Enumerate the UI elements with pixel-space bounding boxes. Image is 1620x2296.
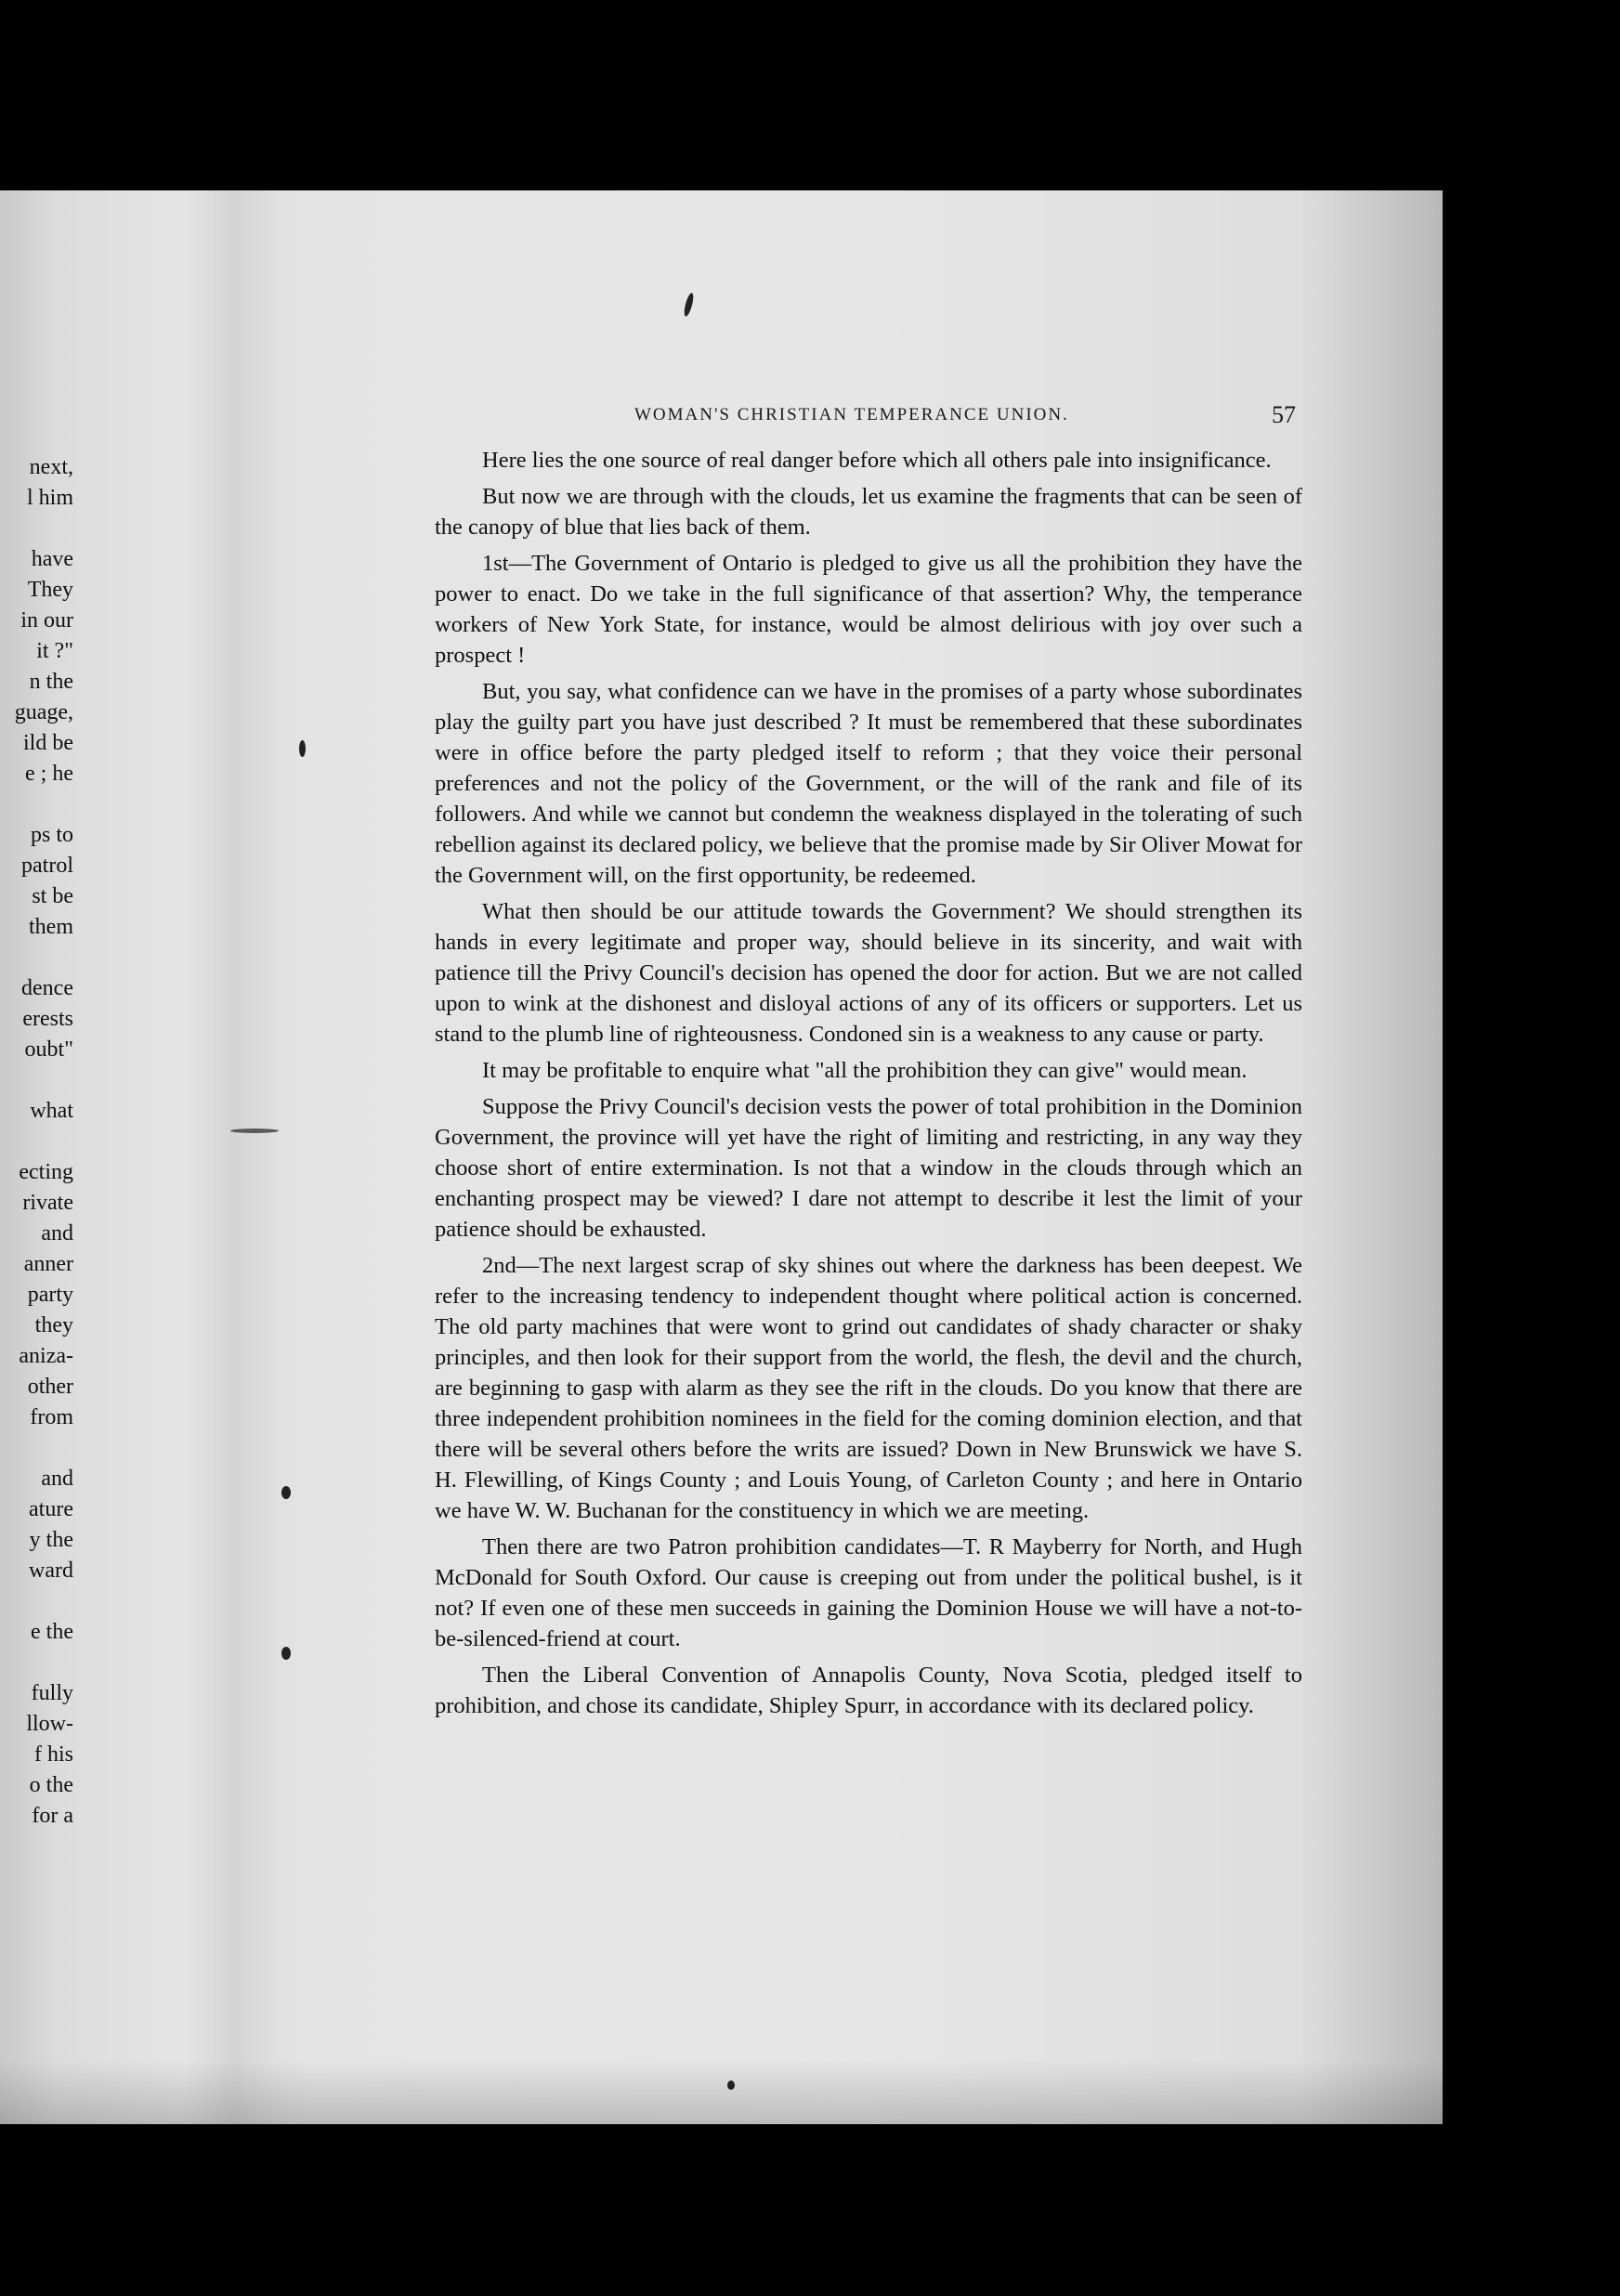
facing-page-line: aniza-	[19, 1344, 73, 1368]
paragraph: 2nd—The next largest scrap of sky shines out where the darkness has been deepest. We refer to the increasing tendency to independent thought where political action is concerned. The old party machines that were wont to grind out candidates of shady character or shaky principles, and then look for their support from the world, the flesh, the devil and the church, are beginning to gasp with alarm as they see the rift in the clouds. Do you know that there are three independent prohibition nominees in the field for the coming dominion election, and that there will be several others before the writs are issued? Down in New Brunswick we have S. H. Flewilling, of Kings County ; and Louis Young, of Carleton County ; and here in Ontario we have W. W. Buchanan for the constituency in which we are meeting.	[435, 1253, 1302, 1523]
facing-page-line: ps to	[30, 823, 73, 847]
facing-page-line: ecting	[19, 1160, 73, 1184]
facing-page-line	[0, 1065, 73, 1096]
ink-mark	[230, 1128, 279, 1133]
facing-page-line	[0, 789, 73, 820]
facing-page-line: and	[41, 1467, 73, 1491]
facing-page-line: have	[31, 547, 73, 571]
page-number: 57	[1272, 401, 1296, 428]
body-text	[435, 445, 1302, 1727]
paragraph: Then the Liberal Convention of Annapolis County, Nova Scotia, pledged itself to prohibition, and chose its candidate, Shipley Spurr, in accordance with its declared policy.	[435, 1663, 1302, 1718]
facing-page-line: from	[30, 1405, 73, 1429]
ink-mark	[299, 740, 306, 757]
facing-page-line: llow-	[26, 1712, 73, 1736]
paragraph: Suppose the Privy Council's decision vests the power of total prohibition in the Dominion Government, the province will yet have the right of limiting and restricting, in any way they choose short of entire extermination. Is not that a window in the clouds through which an enchanting prospect may be viewed? I dare not attempt to describe it lest the limit of your patience should be exhausted.	[435, 1094, 1302, 1242]
paragraph: But now we are through with the clouds, let us examine the fragments that can be seen of the canopy of blue that lies back of them.	[435, 484, 1302, 540]
facing-page-line	[0, 1648, 73, 1678]
facing-page-line: oubt"	[24, 1037, 73, 1062]
facing-page-line: y the	[29, 1528, 73, 1552]
facing-page-line	[0, 1433, 73, 1464]
facing-page-line	[0, 943, 73, 973]
facing-page-line: o the	[29, 1773, 73, 1797]
facing-page-line: what	[30, 1099, 73, 1123]
paragraph: Then there are two Patron prohibition candidates—T. R Mayberry for North, and Hugh McDonald for South Oxford. Our cause is creeping out from under the political bushel, is it not? If even one of these men succeeds in gaining the Dominion House we will have a not-to-be-silenced-friend at court.	[435, 1534, 1302, 1651]
ink-mark	[281, 1647, 291, 1660]
facing-page-line: e ; he	[25, 762, 73, 786]
facing-page-line: fully	[31, 1681, 73, 1705]
paragraph: Here lies the one source of real danger before which all others pale into insignificance.	[482, 448, 1272, 473]
facing-page-line: f his	[34, 1742, 73, 1767]
facing-page-line: rivate	[22, 1191, 73, 1215]
facing-page-line: party	[27, 1283, 73, 1307]
ink-mark	[683, 293, 695, 318]
facing-page-line: guage,	[14, 700, 73, 724]
facing-page-line: patrol	[21, 854, 73, 878]
facing-page-line: n the	[29, 670, 73, 694]
facing-page-line: e the	[31, 1620, 73, 1644]
facing-page-line: They	[27, 578, 73, 602]
facing-page-line: next,	[29, 455, 73, 479]
facing-page-line: erests	[22, 1007, 73, 1031]
running-title: WOMAN'S CHRISTIAN TEMPERANCE UNION.	[634, 405, 1069, 424]
facing-page-line: ild be	[23, 731, 73, 755]
paragraph: 1st—The Government of Ontario is pledged to give us all the prohibition they have the power to enact. Do we take in the full significance of that assertion? Why, the temperance workers of New York State, for instance, would be almost delirious with joy over such a prospect !	[435, 551, 1302, 668]
facing-page-line: anner	[23, 1252, 73, 1276]
ink-mark	[727, 2081, 735, 2090]
book-gutter-shadow	[186, 190, 307, 2124]
paragraph: But, you say, what confidence can we have in the promises of a party whose subordinates play the guilty part you have just described ? It must be remembered that these subordinates were in office before the party pledged itself to reform ; that they voice their personal preferences and not the policy of the Government, or the will of the rank and file of its followers. And while we cannot but condemn the weakness displayed in the tolerating of such rebellion against its declared policy, we believe that the promise made by Sir Oliver Mowat for the Government will, on the first opportunity, be redeemed.	[435, 679, 1302, 888]
paragraph: It may be profitable to enquire what "all the prohibition they can give" would mean.	[482, 1058, 1248, 1083]
ink-mark	[281, 1486, 291, 1499]
facing-page-line: they	[34, 1313, 73, 1337]
facing-page-line: them	[29, 915, 73, 939]
paragraph: What then should be our attitude towards the Government? We should strengthen its hands in every legitimate and proper way, should believe in its sincerity, and wait with patience till the Privy Council's decision has opened the door for action. But we are not called upon to wink at the dishonest and disloyal actions of any of its officers or supporters. Let us stand to the plumb line of righteousness. Condoned sin is a weakness to any cause or party.	[435, 899, 1302, 1047]
facing-page-line: other	[27, 1375, 73, 1399]
facing-page-line	[0, 1586, 73, 1617]
facing-page-line	[0, 514, 73, 544]
facing-page-line: in our	[20, 608, 73, 633]
scanned-page	[0, 190, 1443, 2124]
facing-page-line: dence	[21, 976, 73, 1000]
facing-page-line: for a	[32, 1804, 73, 1828]
facing-page-line: ature	[29, 1497, 73, 1521]
facing-page-fragments	[0, 452, 73, 1832]
facing-page-line: l him	[26, 486, 73, 510]
facing-page-line: st be	[32, 884, 73, 908]
facing-page-line: and	[41, 1221, 73, 1246]
facing-page-line	[0, 1127, 73, 1157]
facing-page-line: it ?"	[36, 639, 73, 663]
facing-page-line: ward	[29, 1559, 73, 1583]
